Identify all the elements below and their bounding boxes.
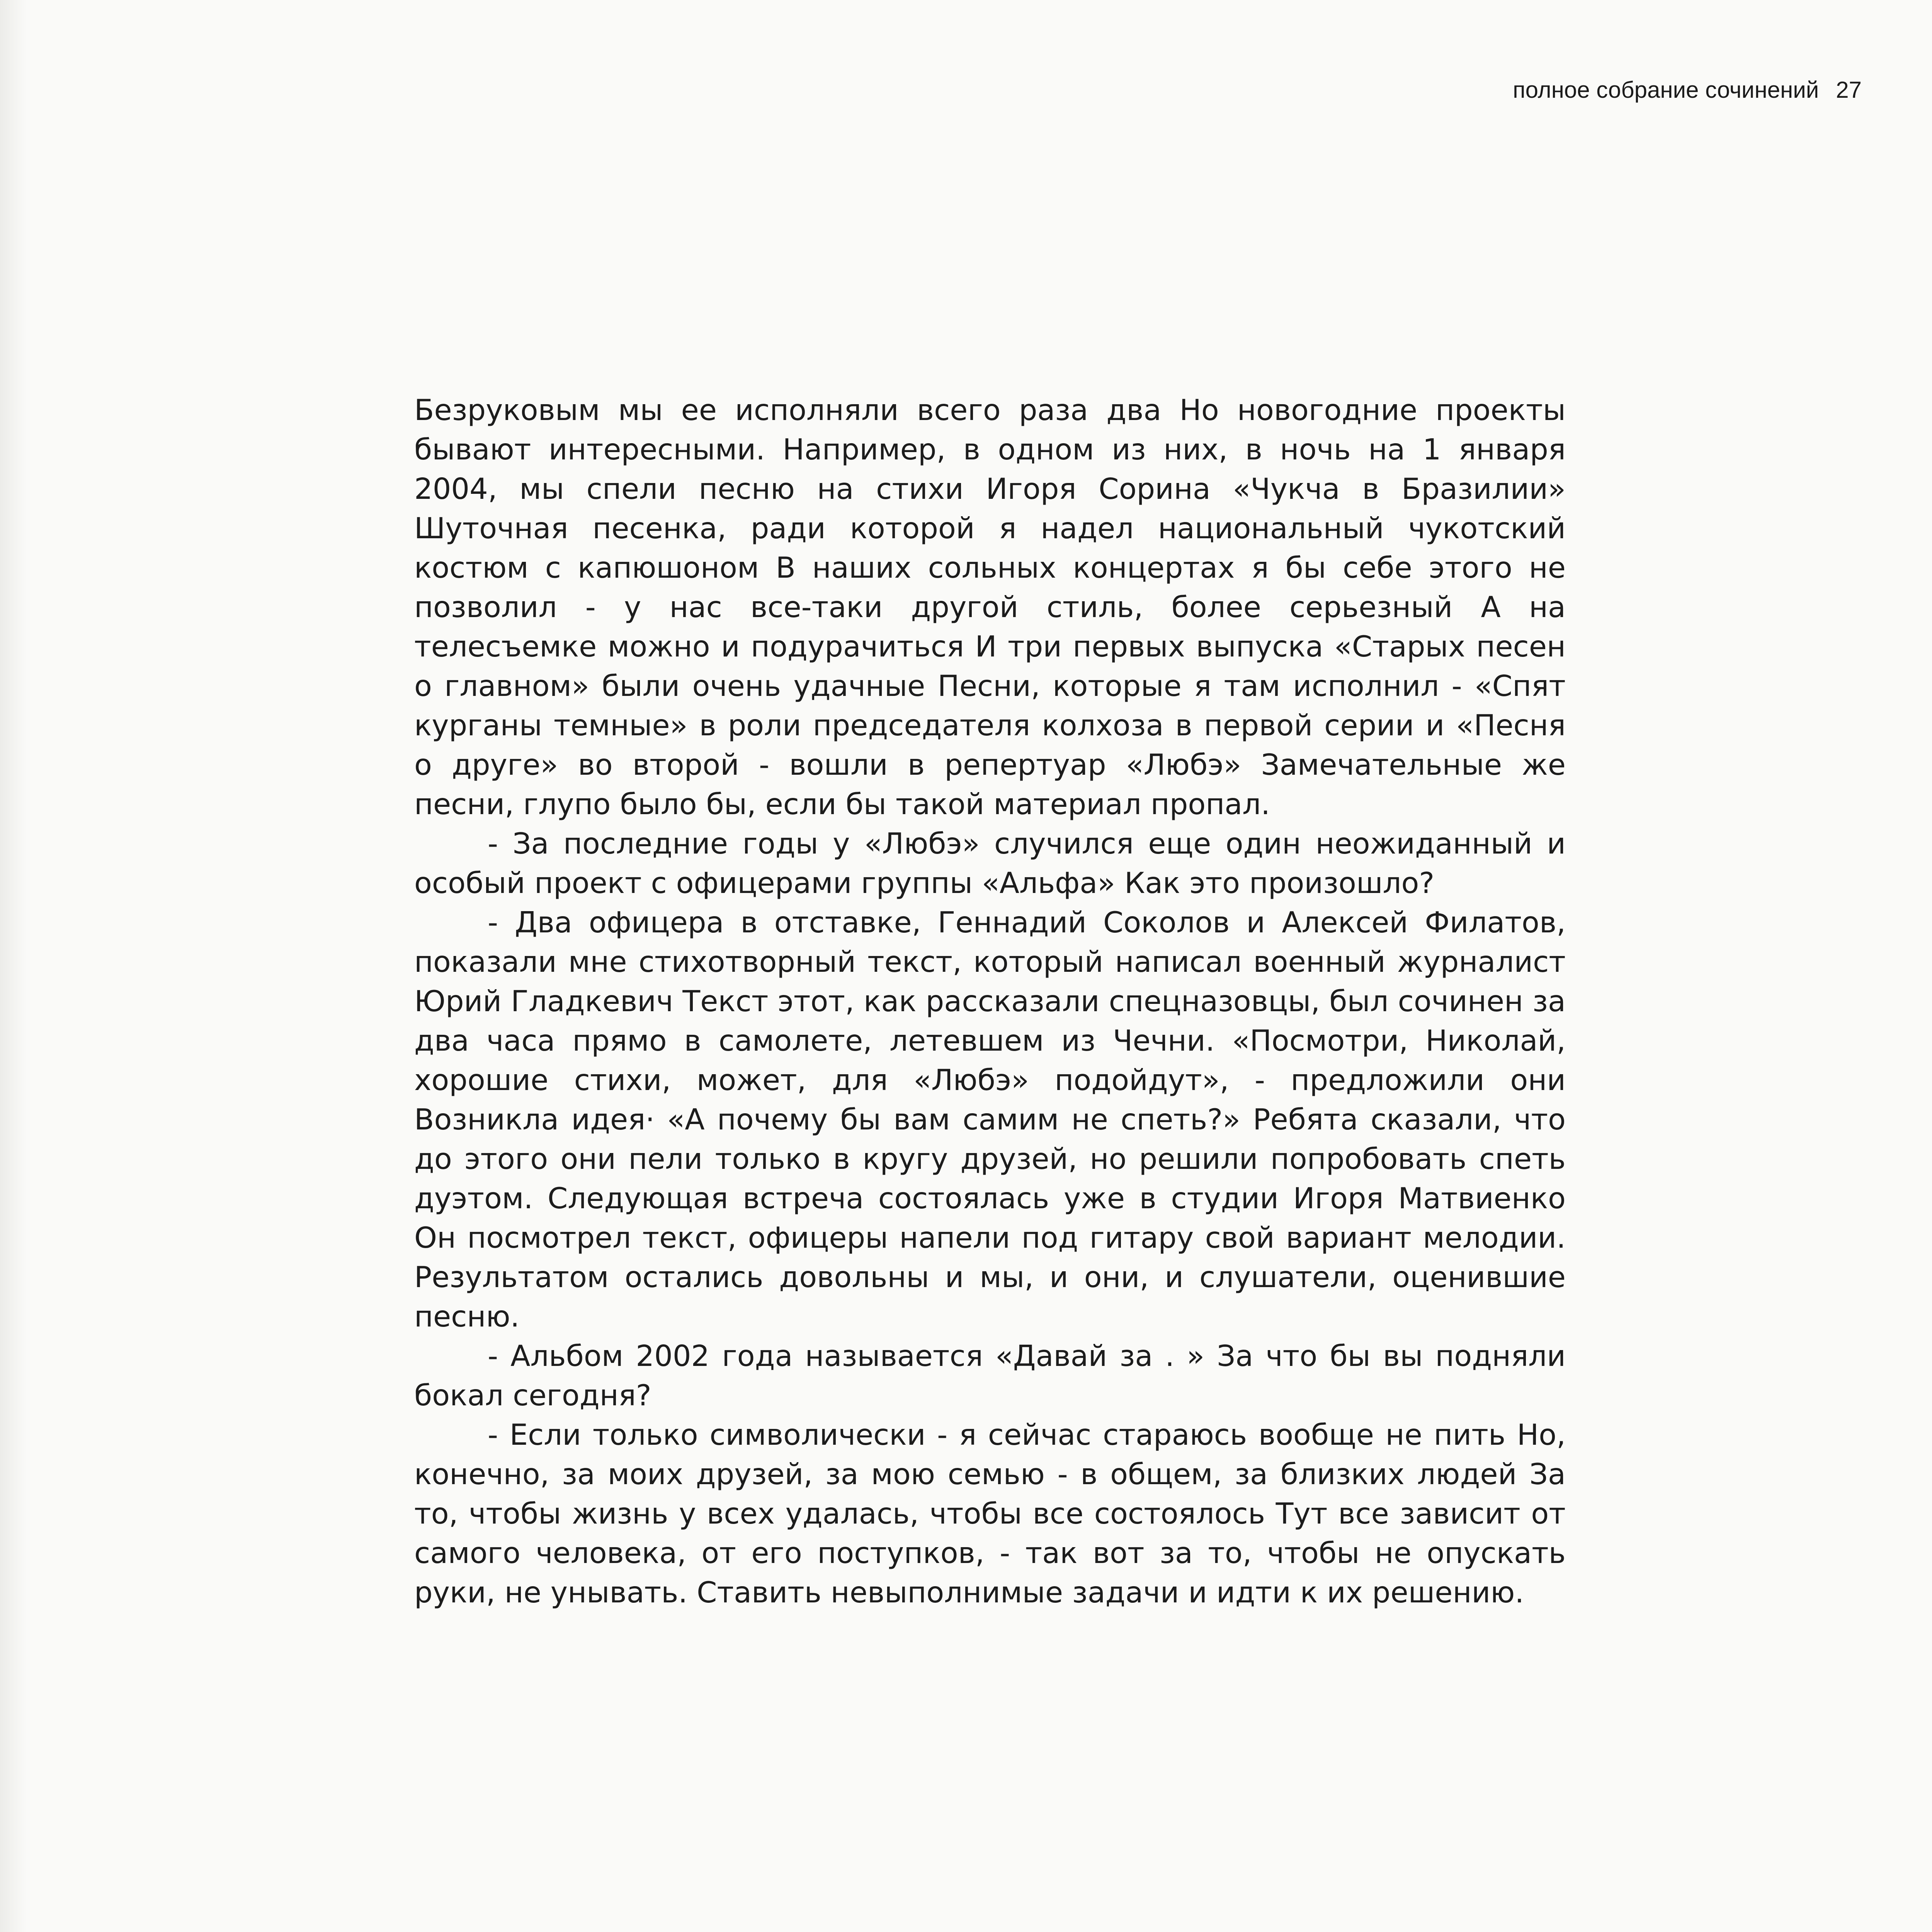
paragraph-question-album: - Альбом 2002 года называется «Давай за . » За что бы вы подняли бокал сегодня?: [414, 1339, 1566, 1412]
paragraph-answer-album: - Если только символически - я сейчас стараюсь вообще не пить Но, конечно, за моих друзей, за мою семью - в общем, за близких людей За то, чтобы жизнь у всех удалась, чтобы все состоялось Тут все зависит от самого человека, от его поступков, - так вот за то, чтобы не опускать руки, не унывать. Ставить невыполнимые задачи и идти к их решению.: [414, 1418, 1566, 1609]
paragraph-question-alfa: - За последние годы у «Любэ» случился еще один неожиданный и особый проект с офицерами группы «Альфа» Как это произошло?: [414, 827, 1566, 900]
page-number: 27: [1836, 77, 1862, 103]
page-edge-shadow: [0, 0, 27, 1932]
running-header: [1513, 77, 1862, 103]
paragraph-answer-continued: Безруковым мы ее исполняли всего раза два Но новогодние проекты бывают интересными. Например, в одном из них, в ночь на 1 января 2004, мы спели песню на стихи Игоря Сорина «Чукча в Бразилии» Шуточная песенка, ради которой я надел национальный чукотский костюм с капюшоном В наших сольных концертах я бы себе этого не позволил - у нас все-таки другой стиль, более серьезный А на телесъемке можно и подурачиться И три первых выпуска «Старых песен о главном» были очень удачные Песни, которые я там исполнил - «Спят курганы темные» в роли председателя колхоза в первой серии и «Песня о друге» во второй - вошли в репертуар «Любэ» Замечательные же песни, глупо было бы, если бы такой материал пропал.: [414, 393, 1566, 821]
paragraph-answer-alfa: - Два офицера в отставке, Геннадий Соколов и Алексей Филатов, показали мне стихотворный текст, который написал военный журналист Юрий Гладкевич Текст этот, как рассказали спецназовцы, был сочинен за два часа прямо в самолете, летевшем из Чечни. «Посмотри, Николай, хорошие стихи, может, для «Любэ» подойдут», - предложили они Возникла идея· «А почему бы вам самим не спеть?» Ребята сказали, что до этого они пели только в кругу друзей, но решили попробовать спеть дуэтом. Следующая встреча состоялась уже в студии Игоря Матвиенко Он посмотрел текст, офицеры напели под гитару свой вариант мелодии. Результатом остались довольны и мы, и они, и слушатели, оценившие песню.: [414, 905, 1566, 1333]
header-title: полное собрание сочинений: [1513, 77, 1819, 103]
body-text: [414, 390, 1566, 1612]
